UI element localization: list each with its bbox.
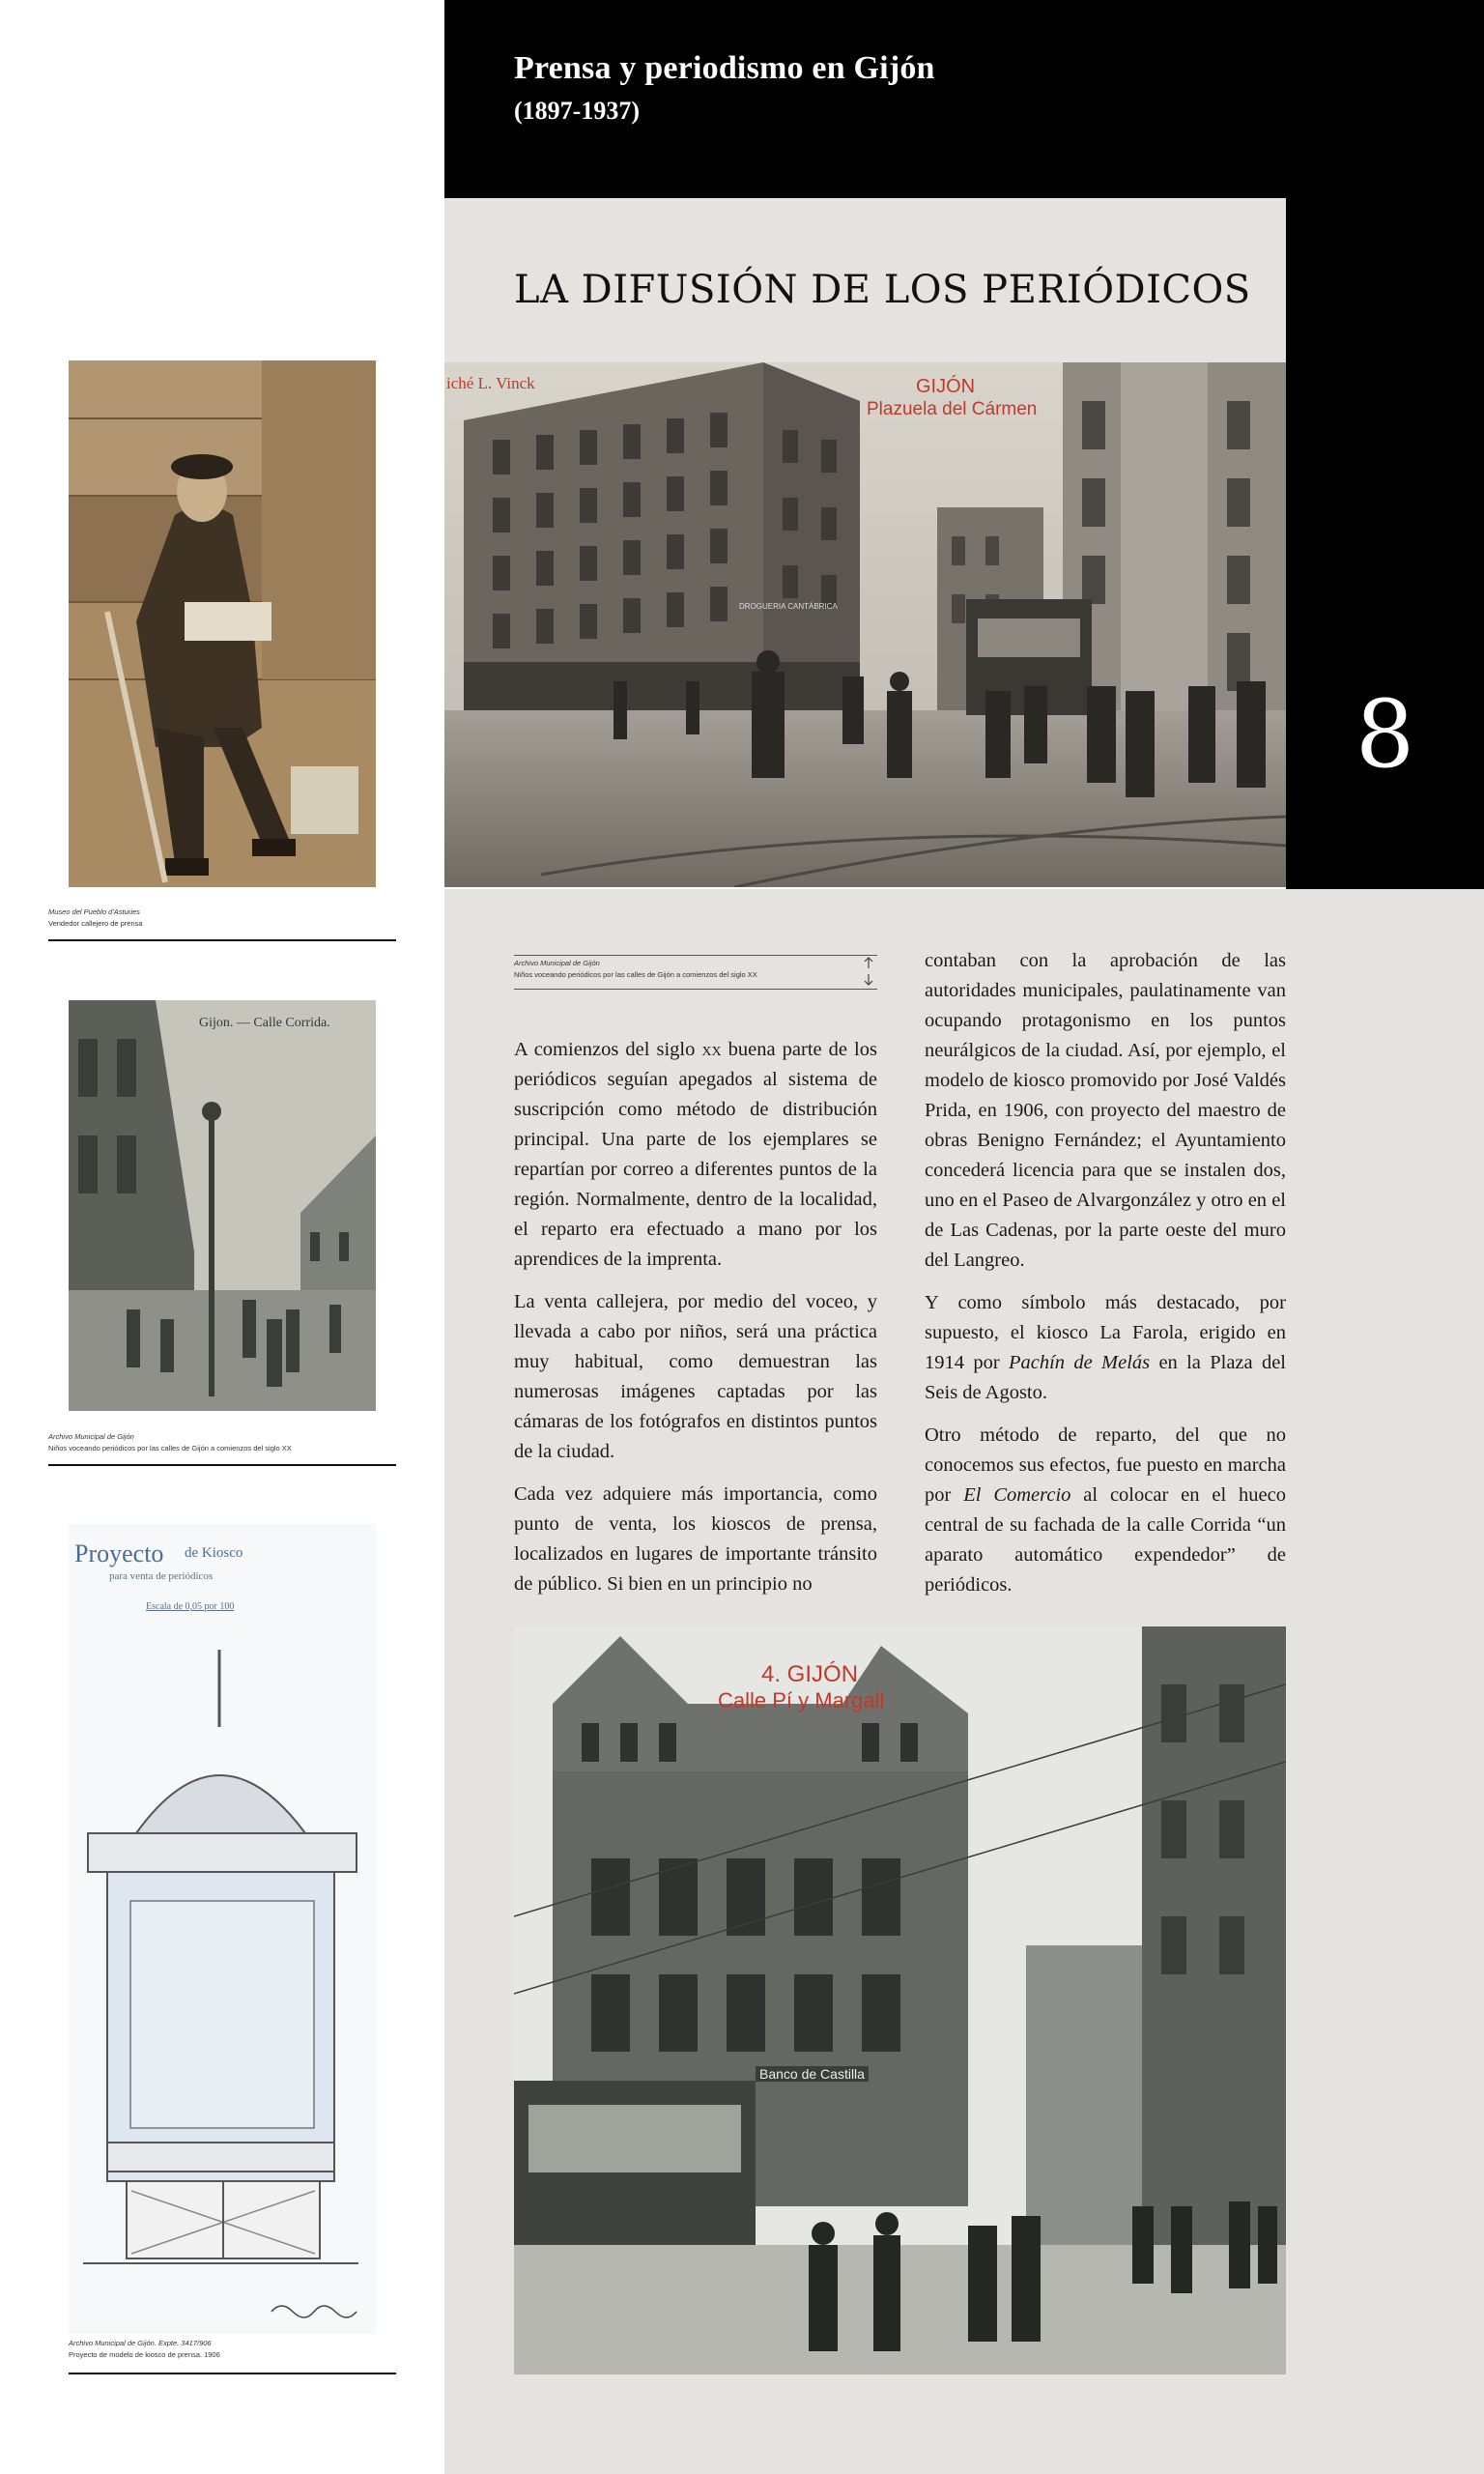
photo-calle-pi-y-margall (514, 1626, 1286, 2374)
drawing-title-word2: de Kiosco (185, 1545, 243, 1561)
up-down-arrows-icon (862, 956, 875, 987)
drawing-kiosk-project (69, 1524, 376, 2334)
caption-corrida (48, 1431, 396, 1466)
series-title: Prensa y periodismo en Gijón (514, 50, 935, 86)
paragraph-2: La venta callejera, por medio del voceo, y llevada a cabo por niños, será una práctica muy habitual, como demuestran las numerosas imágenes captadas por las cámaras de los fotógrafos en distintos puntos de la ciudad. (514, 1291, 877, 1462)
caption-source: Archivo Municipal de Gijón (48, 1432, 134, 1441)
drawing-title-word1: Proyecto (74, 1539, 164, 1568)
body-column-right (925, 946, 1286, 1600)
caption-description: Niños voceando periódicos por las calles de Gijón a comienzos del siglo XX (48, 1444, 292, 1453)
photo-street-vendor (69, 360, 376, 887)
caption-vendor (48, 906, 396, 941)
photo-calle-corrida (69, 1000, 376, 1411)
paragraph-5: Y como símbolo más destacado, por supuesto, el kiosco La Farola, erigido en 1914 por Pachín de Melás en la Plaza del Seis de Agosto. (925, 1292, 1286, 1403)
body-column-left (514, 1035, 877, 1599)
paragraph-1: A comienzos del siglo xx buena parte de los periódicos seguían apegados al sistema de suscripción como método de distribución principal. Una parte de los ejemplares se repartían por correo a diferentes puntos de la región. Normalmente, dentro de la localidad, el reparto era efectuado a mano por los aprendices de la imprenta. (514, 1039, 877, 1270)
paragraph-3: Cada vez adquiere más importancia, como punto de venta, los kioscos de prensa, localizados en lugares de importante tránsito de público. Si bien en un principio no (514, 1483, 877, 1595)
bank-sign: Banco de Castilla (756, 2066, 869, 2082)
postcard-label-street: Calle Pí y Margall (718, 1688, 885, 1712)
shop-sign: DROGUERIA CANTÁBRICA (739, 602, 838, 611)
drawing-subtitle: para venta de periódicos (109, 1570, 214, 1582)
caption-source: Archivo Municipal de Gijón (514, 959, 600, 967)
caption-kiosk (69, 2338, 396, 2374)
panel-number: 8 (1355, 680, 1415, 789)
postcard-label-place: Plazuela del Cármen (867, 399, 1038, 419)
photo-plazuela-del-carmen (444, 362, 1286, 887)
postcard-label: Gijon. — Calle Corrida. (199, 1016, 330, 1030)
series-years: (1897-1937) (514, 97, 640, 125)
paragraph-6: Otro método de reparto, del que no conocemos sus efectos, fue puesto en marcha por El Comercio al colocar en el hueco central de su fachada de la calle Corrida “un aparato automático expendedor” de periódicos. (925, 1424, 1286, 1596)
caption-source: Museo del Pueblo d'Asturies (48, 907, 140, 916)
caption-source: Archivo Municipal de Gijón. Expte. 3417/906 (69, 2339, 212, 2347)
postcard-label-city: GIJÓN (916, 376, 976, 397)
postcard-label-photographer: iché L. Vinck (446, 374, 535, 392)
caption-description: Vendedor callejero de prensa (48, 919, 143, 928)
caption-description: Proyecto de modelo de kiosco de prensa. 1906 (69, 2350, 220, 2359)
drawing-scale: Escala de 0,05 por 100 (146, 1601, 235, 1612)
section-title: LA DIFUSIÓN DE LOS PERIÓDICOS (514, 268, 1251, 312)
postcard-label-city: 4. GIJÓN (761, 1661, 859, 1687)
caption-plazuela (514, 955, 877, 990)
paragraph-4: contaban con la aprobación de las autoridades municipales, paulatinamente van ocupando protagonismo en los puntos neurálgicos de la ciudad. Así, por ejemplo, el modelo de kiosco promovido por José Valdés Prida, en 1906, con proyecto del maestro de obras Benigno Fernández; el Ayuntamiento concederá licencia para que se instalen dos, uno en el Paseo de Alvargonzález y otro en el de Las Cadenas, por la parte oeste del muro del Langreo. (925, 950, 1286, 1271)
caption-description: Niños voceando periódicos por las calles de Gijón a comienzos del siglo XX (514, 970, 757, 979)
